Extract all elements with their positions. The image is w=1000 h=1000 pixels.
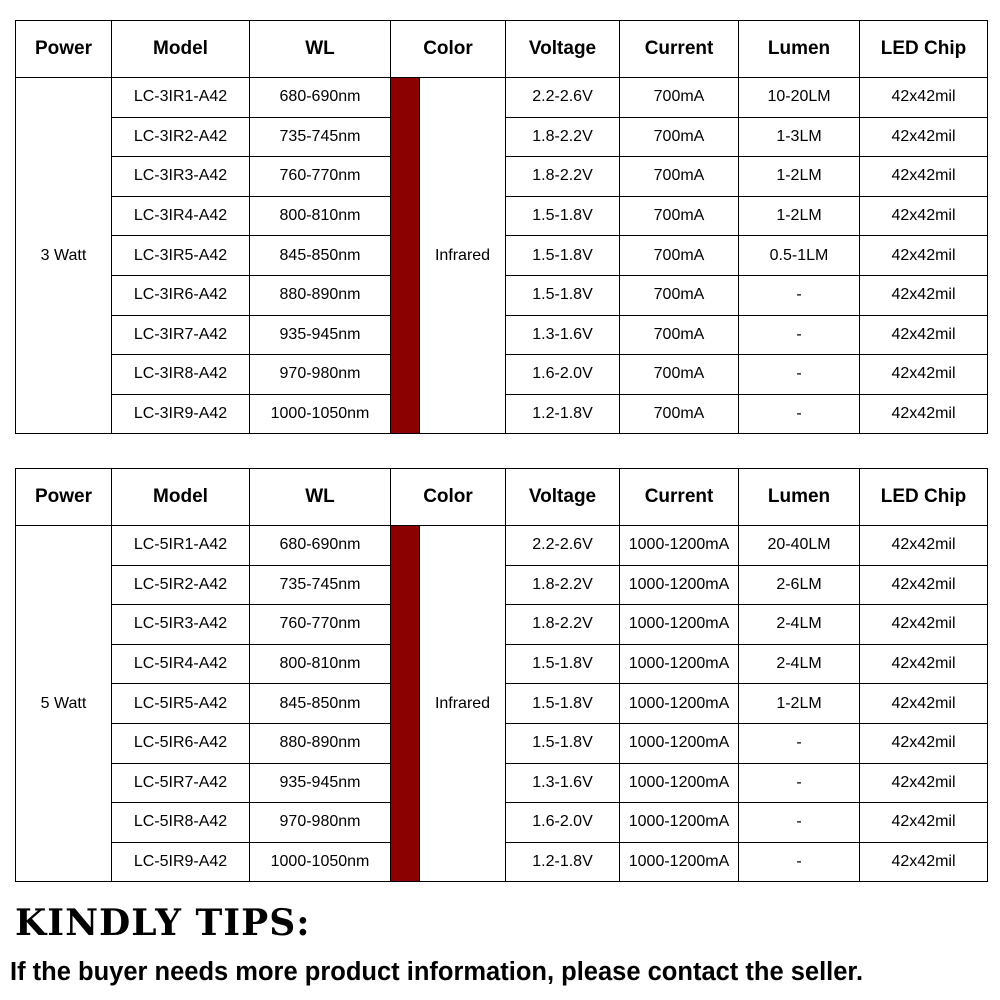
lumen-cell: 10-20LM [739,78,860,118]
header-model: Model [112,469,250,526]
wl-cell: 845-850nm [250,236,391,276]
current-cell: 700mA [620,236,739,276]
current-cell: 700mA [620,157,739,197]
model-cell: LC-5IR2-A42 [112,565,250,605]
wl-cell: 880-890nm [250,275,391,315]
model-cell: LC-3IR2-A42 [112,117,250,157]
header-color: Color [391,469,506,526]
current-cell: 1000-1200mA [620,763,739,803]
wl-cell: 970-980nm [250,803,391,843]
lumen-cell: - [739,723,860,763]
lumen-cell: 2-6LM [739,565,860,605]
wl-cell: 880-890nm [250,723,391,763]
header-voltage: Voltage [506,469,620,526]
wl-cell: 800-810nm [250,644,391,684]
led-chip-cell: 42x42mil [860,196,988,236]
header-power: Power [16,21,112,78]
led-chip-cell: 42x42mil [860,236,988,276]
voltage-cell: 1.3-1.6V [506,315,620,355]
lumen-cell: 1-2LM [739,684,860,724]
current-cell: 700mA [620,196,739,236]
header-lumen: Lumen [739,21,860,78]
voltage-cell: 1.2-1.8V [506,394,620,434]
lumen-cell: - [739,394,860,434]
color-cell: Infrared [420,526,506,882]
model-cell: LC-3IR6-A42 [112,275,250,315]
lumen-cell: 2-4LM [739,605,860,645]
current-cell: 1000-1200mA [620,684,739,724]
current-cell: 1000-1200mA [620,526,739,566]
voltage-cell: 2.2-2.6V [506,78,620,118]
model-cell: LC-3IR3-A42 [112,157,250,197]
tips-text: If the buyer needs more product information, please contact the seller. [10,958,864,986]
lumen-cell: 1-2LM [739,157,860,197]
lumen-cell: - [739,355,860,395]
wl-cell: 735-745nm [250,117,391,157]
header-led-chip: LED Chip [860,469,988,526]
voltage-cell: 1.8-2.2V [506,565,620,605]
lumen-cell: - [739,763,860,803]
lumen-cell: 1-2LM [739,196,860,236]
model-cell: LC-5IR1-A42 [112,526,250,566]
led-chip-cell: 42x42mil [860,526,988,566]
lumen-cell: - [739,842,860,882]
lumen-cell: - [739,803,860,843]
wl-cell: 800-810nm [250,196,391,236]
wl-cell: 760-770nm [250,157,391,197]
header-voltage: Voltage [506,21,620,78]
model-cell: LC-5IR8-A42 [112,803,250,843]
table-row [16,78,988,118]
current-cell: 700mA [620,78,739,118]
voltage-cell: 2.2-2.6V [506,526,620,566]
led-chip-cell: 42x42mil [860,684,988,724]
color-cell: Infrared [420,78,506,434]
color-swatch [391,78,420,434]
wl-cell: 845-850nm [250,684,391,724]
led-chip-cell: 42x42mil [860,315,988,355]
voltage-cell: 1.8-2.2V [506,605,620,645]
wl-cell: 970-980nm [250,355,391,395]
wl-cell: 1000-1050nm [250,394,391,434]
power-cell: 3 Watt [16,78,112,434]
led-chip-cell: 42x42mil [860,763,988,803]
lumen-cell: 1-3LM [739,117,860,157]
model-cell: LC-3IR4-A42 [112,196,250,236]
wl-cell: 1000-1050nm [250,842,391,882]
current-cell: 700mA [620,117,739,157]
model-cell: LC-3IR7-A42 [112,315,250,355]
power-cell: 5 Watt [16,526,112,882]
lumen-cell: 20-40LM [739,526,860,566]
model-cell: LC-5IR5-A42 [112,684,250,724]
voltage-cell: 1.5-1.8V [506,275,620,315]
model-cell: LC-5IR4-A42 [112,644,250,684]
header-wl: WL [250,21,391,78]
current-cell: 700mA [620,275,739,315]
lumen-cell: - [739,275,860,315]
led-chip-cell: 42x42mil [860,78,988,118]
voltage-cell: 1.3-1.6V [506,763,620,803]
current-cell: 1000-1200mA [620,723,739,763]
current-cell: 1000-1200mA [620,605,739,645]
header-model: Model [112,21,250,78]
model-cell: LC-3IR9-A42 [112,394,250,434]
voltage-cell: 1.5-1.8V [506,196,620,236]
header-led-chip: LED Chip [860,21,988,78]
voltage-cell: 1.2-1.8V [506,842,620,882]
header-current: Current [620,21,739,78]
model-cell: LC-5IR6-A42 [112,723,250,763]
lumen-cell: 0.5-1LM [739,236,860,276]
led-chip-cell: 42x42mil [860,157,988,197]
led-chip-cell: 42x42mil [860,842,988,882]
color-swatch [391,526,420,882]
header-row [16,469,988,526]
current-cell: 1000-1200mA [620,803,739,843]
header-lumen: Lumen [739,469,860,526]
spec-table-3-watt [15,20,988,434]
led-chip-cell: 42x42mil [860,565,988,605]
voltage-cell: 1.5-1.8V [506,236,620,276]
led-chip-cell: 42x42mil [860,394,988,434]
voltage-cell: 1.5-1.8V [506,723,620,763]
lumen-cell: 2-4LM [739,644,860,684]
model-cell: LC-3IR8-A42 [112,355,250,395]
led-chip-cell: 42x42mil [860,723,988,763]
table-row [16,526,988,566]
model-cell: LC-5IR3-A42 [112,605,250,645]
led-chip-cell: 42x42mil [860,355,988,395]
tips-title: KINDLY TIPS: [15,902,311,944]
current-cell: 700mA [620,394,739,434]
wl-cell: 680-690nm [250,526,391,566]
wl-cell: 935-945nm [250,763,391,803]
header-color: Color [391,21,506,78]
led-chip-cell: 42x42mil [860,803,988,843]
spec-table-5-watt [15,468,988,882]
voltage-cell: 1.6-2.0V [506,803,620,843]
led-chip-cell: 42x42mil [860,644,988,684]
current-cell: 1000-1200mA [620,842,739,882]
voltage-cell: 1.6-2.0V [506,355,620,395]
wl-cell: 935-945nm [250,315,391,355]
header-current: Current [620,469,739,526]
voltage-cell: 1.8-2.2V [506,117,620,157]
wl-cell: 680-690nm [250,78,391,118]
lumen-cell: - [739,315,860,355]
current-cell: 1000-1200mA [620,565,739,605]
led-chip-cell: 42x42mil [860,117,988,157]
current-cell: 700mA [620,315,739,355]
wl-cell: 760-770nm [250,605,391,645]
model-cell: LC-5IR9-A42 [112,842,250,882]
model-cell: LC-5IR7-A42 [112,763,250,803]
wl-cell: 735-745nm [250,565,391,605]
model-cell: LC-3IR1-A42 [112,78,250,118]
voltage-cell: 1.5-1.8V [506,684,620,724]
voltage-cell: 1.5-1.8V [506,644,620,684]
model-cell: LC-3IR5-A42 [112,236,250,276]
header-power: Power [16,469,112,526]
header-wl: WL [250,469,391,526]
current-cell: 1000-1200mA [620,644,739,684]
header-row [16,21,988,78]
current-cell: 700mA [620,355,739,395]
led-chip-cell: 42x42mil [860,605,988,645]
voltage-cell: 1.8-2.2V [506,157,620,197]
led-chip-cell: 42x42mil [860,275,988,315]
